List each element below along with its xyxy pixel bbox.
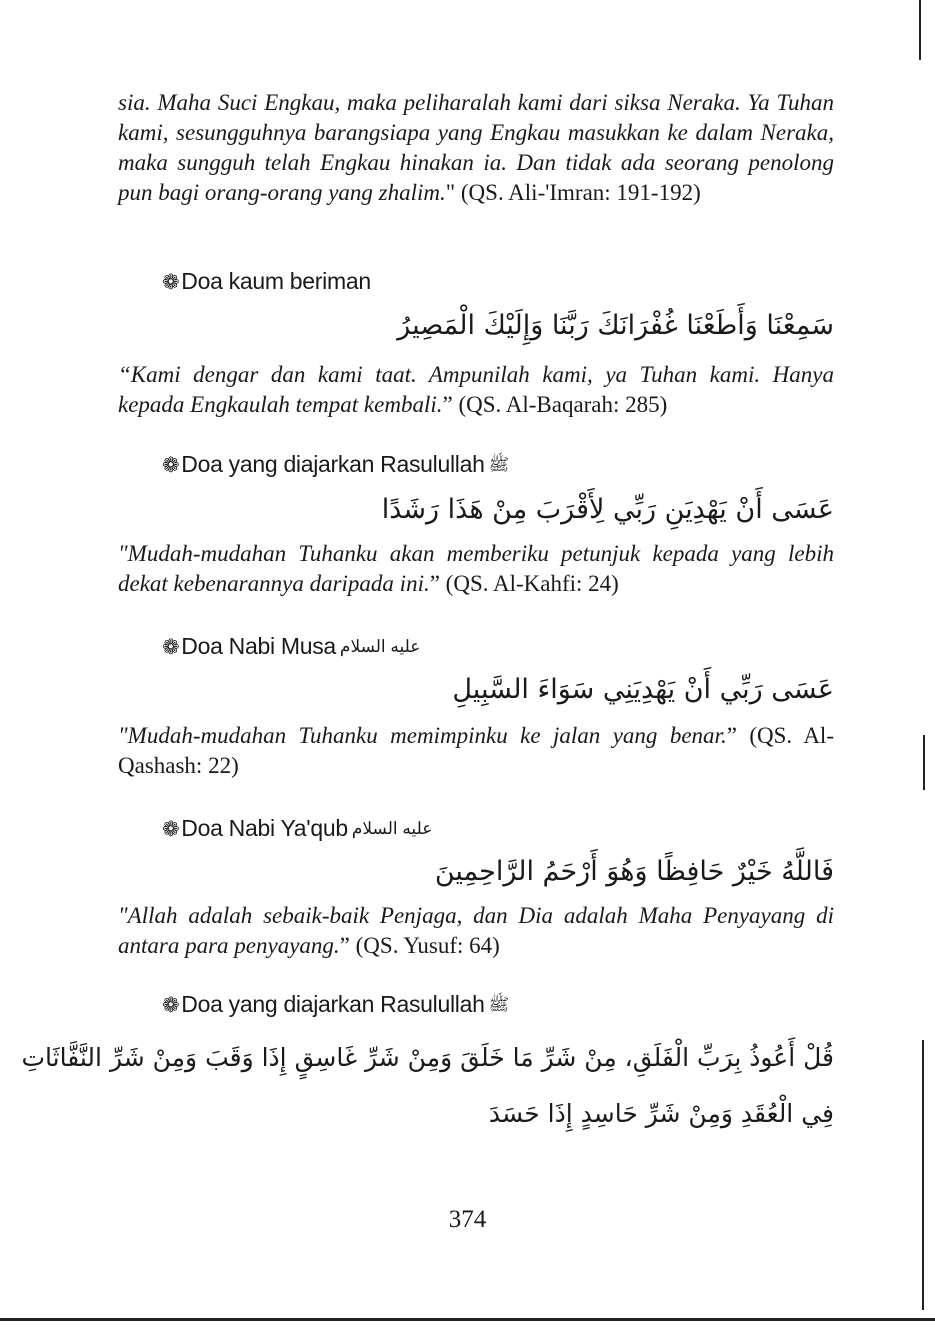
- arabic-verse-4: [435, 850, 834, 894]
- translation-text: "Mudah-mudahan Tuhanku akan memberiku petunjuk kepada yang lebih dekat kebenarannya daripada ini.: [118, 541, 834, 596]
- heading-text: Doa Nabi Ya'qub: [181, 815, 348, 841]
- quran-reference: ” (QS. Al-Qashash: 22): [118, 723, 834, 778]
- section-heading-3: [162, 631, 420, 663]
- scan-bottom-edge: [0, 1318, 935, 1321]
- flower-ornament-icon: ❁: [162, 818, 180, 841]
- arabic-verse-2: [382, 488, 834, 532]
- flower-ornament-icon: ❁: [162, 636, 180, 659]
- section-heading-2: [162, 449, 509, 481]
- quran-reference: ” (QS. Al-Kahfi: 24): [429, 571, 619, 596]
- section-heading-4: [162, 813, 432, 845]
- translation-1: [118, 360, 834, 420]
- salawat-honorific-icon: ﷺ: [488, 455, 510, 474]
- translation-4: [118, 901, 834, 961]
- heading-text: Doa kaum beriman: [181, 268, 371, 294]
- quran-reference: ” (QS. Al-Baqarah: 285): [442, 392, 668, 417]
- translation-text: "Allah adalah sebaik-baik Penjaga, dan Dia adalah Maha Penyayang di antara para penyayang.: [118, 903, 834, 958]
- arabic-verse-3: [452, 668, 834, 712]
- alayhi-salam-honorific-icon: عليه السلام: [351, 819, 433, 838]
- quran-reference: ” (QS. Yusuf: 64): [339, 933, 500, 958]
- translation-3: [118, 721, 834, 781]
- intro-reference: " (QS. Ali-'Imran: 191-192): [445, 180, 701, 205]
- flower-ornament-icon: ❁: [162, 454, 180, 477]
- scan-margin-line: [919, 0, 921, 60]
- arabic-line: قُلْ أَعُوذُ بِرَبِّ الْفَلَقِ، مِنْ شَرِّ مَا خَلَقَ وَمِنْ شَرِّ غَاسِقٍ إِذَا وَقَبَ وَمِنْ شَرِّ النَّفَّاثَاتِ: [21, 1043, 834, 1072]
- flower-ornament-icon: ❁: [162, 271, 180, 294]
- section-heading-5: [162, 989, 509, 1021]
- translation-2: [118, 539, 834, 599]
- arabic-verse-1: [397, 304, 834, 348]
- arabic-line: سَمِعْنَا وَأَطَعْنَا غُفْرَانَكَ رَبَّنَا وَإِلَيْكَ الْمَصِيرُ: [397, 310, 834, 341]
- arabic-verse-5: [21, 1030, 834, 1142]
- section-heading-1: [162, 266, 371, 298]
- intro-translation: sia. Maha Suci Engkau, maka peliharalah kami dari siksa Neraka. Ya Tuhan kami, sesungguhnya barangsiapa yang Engkau masukkan ke dalam Neraka, maka sungguh telah Engkau hinakan ia. Dan tidak ada seorang penolong pun bagi orang-orang yang zhalim.: [118, 90, 834, 205]
- page-number: 374: [448, 1206, 487, 1233]
- alayhi-salam-honorific-icon: عليه السلام: [339, 637, 421, 656]
- arabic-line: فَاللَّهُ خَيْرٌ حَافِظًا وَهُوَ أَرْحَمُ الرَّاحِمِينَ: [434, 856, 834, 887]
- flower-ornament-icon: ❁: [162, 994, 180, 1017]
- heading-text: Doa Nabi Musa: [181, 633, 336, 659]
- scan-margin-line: [923, 735, 925, 790]
- salawat-honorific-icon: ﷺ: [488, 995, 510, 1014]
- scan-margin-line: [922, 1040, 924, 1310]
- arabic-line: عَسَى أَنْ يَهْدِيَنِ رَبِّي لِأَقْرَبَ مِنْ هَذَا رَشَدًا: [381, 494, 834, 525]
- arabic-line: عَسَى رَبِّي أَنْ يَهْدِيَنِي سَوَاءَ السَّبِيلِ: [452, 674, 834, 705]
- heading-text: Doa yang diajarkan Rasulullah: [181, 451, 485, 477]
- arabic-line: فِي الْعُقَدِ وَمِنْ شَرِّ حَاسِدٍ إِذَا حَسَدَ: [488, 1099, 834, 1128]
- translation-text: "Mudah-mudahan Tuhanku memimpinku ke jalan yang benar.: [118, 723, 727, 748]
- heading-text: Doa yang diajarkan Rasulullah: [181, 991, 485, 1017]
- intro-paragraph: [118, 88, 834, 208]
- translation-text: “Kami dengar dan kami taat. Ampunilah kami, ya Tuhan kami. Hanya kepada Engkaulah tempat kembali.: [118, 362, 834, 417]
